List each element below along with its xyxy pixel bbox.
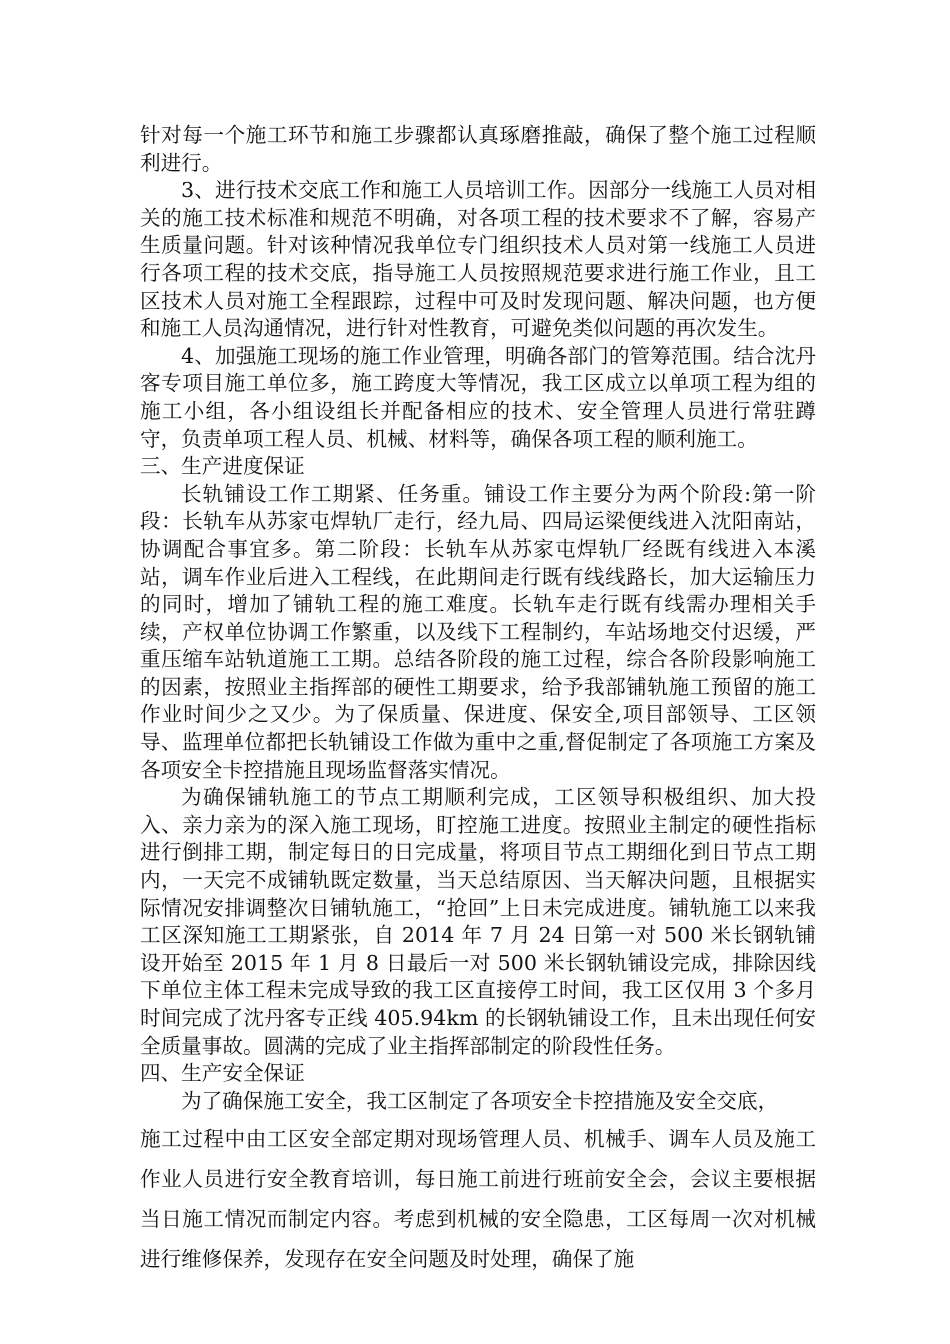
paragraph-rail-laying: 长轨铺设工作工期紧、任务重。铺设工作主要分为两个阶段:第一阶段：长轨车从苏家屯焊轨厂走行，经九局、四局运梁便线进入沈阳南站，协调配合事宜多。第二阶段：长轨车从苏家屯焊轨厂经既有线进入本溪站，调车作业后进入工程线，在此期间走行既有线线路长，加大运输压力的同时，增加了铺轨工程的施工难度。长轨车走行既有线需办理相关手续，产权单位协调工作繁重，以及线下工程制约，车站场地交付迟缓，严重压缩车站轨道施工工期。总结各阶段的施工过程，综合各阶段影响施工的因素，按照业主指挥部的硬性工期要求，给予我部铺轨施工预留的施工作业时间少之又少。为了保质量、保进度、保安全,项目部领导、工区领导、监理单位都把长轨铺设工作做为重中之重,督促制定了各项施工方案及各项安全卡控措施且现场监督落实情况。 bbox=[140, 481, 816, 782]
paragraph-continuation: 针对每一个施工环节和施工步骤都认真琢磨推敲，确保了整个施工过程顺利进行。 bbox=[140, 123, 816, 175]
paragraph-technical-briefing: 3、进行技术交底工作和施工人员培训工作。因部分一线施工人员对相关的施工技术标准和规范不明确，对各项工程的技术要求不了解，容易产生质量问题。针对该种情况我单位专门组织技术人员对第一线施工人员进行各项工程的技术交底，指导施工人员按照规范要求进行施工作业，且工区技术人员对施工全程跟踪，过程中可及时发现问题、解决问题，也方便和施工人员沟通情况，进行针对性教育，可避免类似问题的再次发生。 bbox=[140, 178, 816, 341]
section-heading-safety: 四、生产安全保证 bbox=[140, 1061, 305, 1086]
section-heading-progress: 三、生产进度保证 bbox=[140, 454, 305, 479]
document-body bbox=[140, 122, 816, 1279]
paragraph-safety-training: 施工过程中由工区安全部定期对现场管理人员、机械手、调车人员及施工作业人员进行安全教育培训，每日施工前进行班前安全会，会议主要根据当日施工情况而制定内容。考虑到机械的安全隐患，工区每周一次对机械进行维修保养，发现存在安全问题及时处理，确保了施 bbox=[140, 1127, 816, 1272]
paragraph-schedule: 为确保铺轨施工的节点工期顺利完成，工区领导积极组织、加大投入、亲力亲为的深入施工现场，盯控施工进度。按照业主制定的硬性指标进行倒排工期，制定每日的日完成量，将项目节点工期细化到日节点工期内，一天完不成铺轨既定数量，当天总结原因、当天解决问题，且根据实际情况安排调整次日铺轨施工，“抢回”上日未完成进度。铺轨施工以来我工区深知施工工期紧张，自 2014 年 7 月 24 日第一对 500 米长钢轨铺设开始至 2015 年 1 月 8 日最后一对 500 米长钢轨铺设完成，排除因线下单位主体工程未完成导致的我工区直接停工时间，我工区仅用 3 个多月时间完成了沈丹客专正线 405.94km 的长钢轨铺设工作，且未出现任何安全质量事故。圆满的完成了业主指挥部制定的阶段性任务。 bbox=[140, 785, 816, 1058]
paragraph-site-management: 4、加强施工现场的施工作业管理，明确各部门的管筹范围。结合沈丹客专项目施工单位多，施工跨度大等情况，我工区成立以单项工程为组的施工小组，各小组设组长并配备相应的技术、安全管理人员进行常驻蹲守，负责单项工程人员、机械、材料等，确保各项工程的顺利施工。 bbox=[140, 343, 816, 451]
paragraph-safety-intro: 为了确保施工安全，我工区制定了各项安全卡控措施及安全交底， bbox=[181, 1088, 779, 1113]
